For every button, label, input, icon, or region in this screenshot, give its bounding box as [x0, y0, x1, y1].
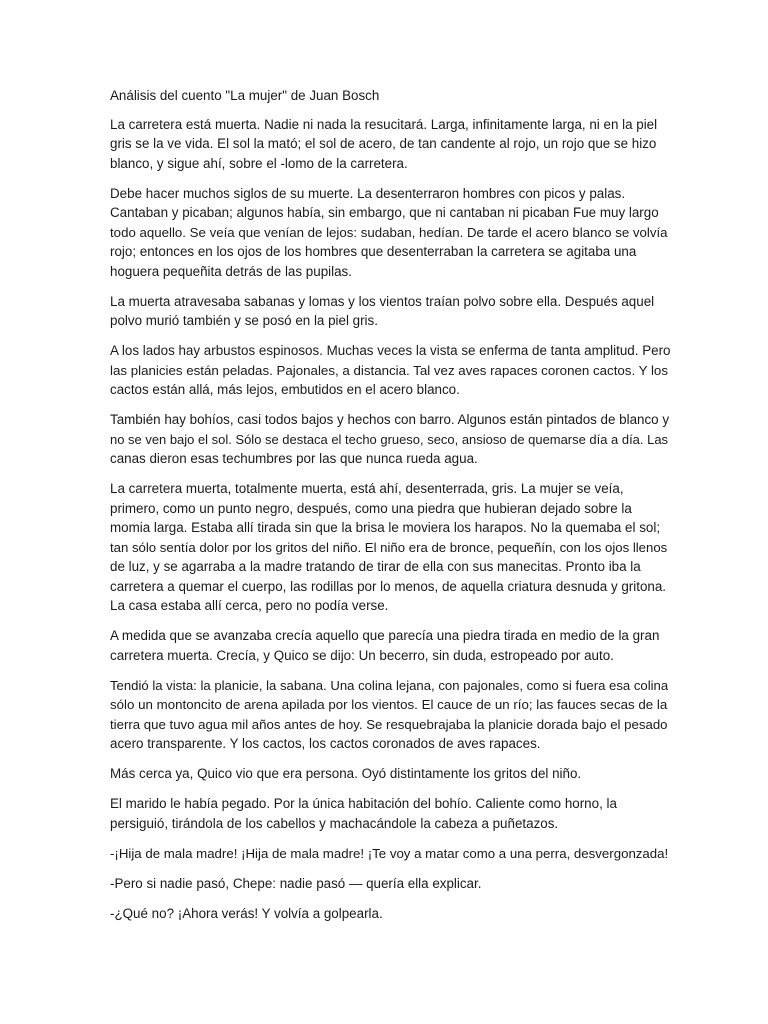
- text-line: tan sólo sentía dolor por los gritos del niño. El niño era de bronce, pequeñín, con los ojos llenos: [110, 539, 668, 555]
- paragraph-1: [110, 115, 670, 174]
- document-title: Análisis del cuento "La mujer" de Juan Bosch: [110, 88, 380, 103]
- text-line: Tendió la vista: la planicie, la sabana. Una colina lejana, con pajonales, como si fuera esa colina: [110, 677, 669, 693]
- text-line: primero, como un punto negro, después, como una piedra que hubieran dejado sobre la: [110, 500, 632, 516]
- text-line: todo aquello. Se veía que venían de lejos: sudaban, hedían. De tarde el acero blanco se volvía: [110, 224, 668, 240]
- text-line: Más cerca ya, Quico vio que era persona. Oyó distintamente los gritos del niño.: [110, 766, 582, 781]
- document-page: [110, 86, 670, 934]
- text-line: Cantaban y picaban; algunos había, sin embargo, que ni cantaban ni picaban Fue muy largo: [110, 205, 659, 220]
- text-line: carretera a quemar el cuerpo, las rodillas por lo menos, de aquella criatura desnuda y gritona.: [110, 578, 667, 594]
- paragraph-6: [110, 479, 670, 616]
- text-line: de luz, y se agarraba a la madre tratando de tirar de ella con sus manecitas. Pronto iba la: [110, 559, 641, 574]
- text-line: Debe hacer muchos siglos de su muerte. La desenterraron hombres con picos y palas.: [110, 185, 626, 201]
- paragraph-7: [110, 626, 670, 665]
- text-line: rojo; entonces en los ojos de los hombres que desenterraban la carretera se agitaba una: [110, 244, 637, 259]
- text-line: las planicies están peladas. Pajonales, a distancia. Tal vez aves rapaces coronen cactos. Y los: [110, 362, 668, 378]
- text-line: La carretera está muerta. Nadie ni nada la resucitará. Larga, infinitamente larga, ni en la piel: [110, 116, 658, 132]
- text-line: persiguió, tirándola de los cabellos y machacándole la cabeza a puñetazos.: [110, 815, 559, 831]
- text-line: La casa estaba allí cerca, pero no podía verse.: [110, 598, 389, 613]
- text-line: acero transparente. Y los cactos, los cactos coronados de aves rapaces.: [110, 736, 541, 751]
- text-line: La carretera muerta, totalmente muerta, está ahí, desenterrada, gris. La mujer se veía,: [110, 481, 624, 496]
- paragraph-9: [110, 764, 670, 784]
- text-line: -¡Hija de mala madre! ¡Hija de mala madre! ¡Te voy a matar como a una perra, desvergonzada!: [110, 845, 669, 861]
- paragraph-13: [110, 904, 670, 924]
- text-line: El marido le había pegado. Por la única habitación del bohío. Caliente como horno, la: [110, 796, 617, 811]
- text-line: canas dieron esas techumbres por las que nunca rueda agua.: [110, 451, 478, 466]
- paragraph-12: [110, 874, 670, 894]
- text-line: no se ven bajo el sol. Sólo se destaca el techo grueso, seco, ansioso de quemarse día a día. Las: [110, 431, 669, 447]
- text-line: gris se la ve vida. El sol la mató; el sol de acero, de tan candente al rojo, un rojo que se hizo: [110, 136, 657, 151]
- paragraph-2: [110, 184, 670, 282]
- text-line: A medida que se avanzaba crecía aquello que parecía una piedra tirada en medio de la gran: [110, 628, 660, 643]
- text-line: blanco, y sigue ahí, sobre el -lomo de la carretera.: [110, 155, 408, 171]
- text-line: -¿Qué no? ¡Ahora verás! Y volvía a golpearla.: [110, 905, 383, 921]
- text-line: -Pero si nadie pasó, Chepe: nadie pasó — quería ella explicar.: [110, 875, 482, 891]
- paragraph-8: [110, 676, 670, 754]
- text-line: carretera muerta. Crecía, y Quico se dijo: Un becerro, sin duda, estropeado por auto.: [110, 647, 614, 663]
- paragraph-10: [110, 794, 670, 833]
- text-line: A los lados hay arbustos espinosos. Muchas veces la vista se enferma de tanta amplitud. Pero: [110, 343, 671, 358]
- text-line: cactos están allá, más lejos, embutidos en el acero blanco.: [110, 382, 460, 397]
- text-line: tierra que tuvo agua mil años antes de hoy. Se resquebrajaba la planicie dorada bajo el pesado: [110, 716, 668, 732]
- text-line: momia larga. Estaba allí tirada sin que la brisa le moviera los harapos. No la quemaba el sol;: [110, 520, 661, 535]
- text-line: La muerta atravesaba sabanas y lomas y los vientos traían polvo sobre ella. Después aquel: [110, 293, 655, 309]
- paragraph-4: [110, 341, 670, 400]
- paragraph-3: [110, 292, 670, 331]
- paragraph-11: [110, 844, 670, 864]
- paragraph-5: [110, 410, 670, 469]
- text-line: polvo murió también y se posó en la piel gris.: [110, 313, 378, 328]
- text-line: También hay bohíos, casi todos bajos y hechos con barro. Algunos están pintados de blanco y: [110, 412, 670, 427]
- text-line: hoguera pequeñita detrás de las pupilas.: [110, 263, 352, 279]
- text-line: sólo un montoncito de arena apilada por los vientos. El cauce de un río; las fauces secas de la: [110, 697, 668, 712]
